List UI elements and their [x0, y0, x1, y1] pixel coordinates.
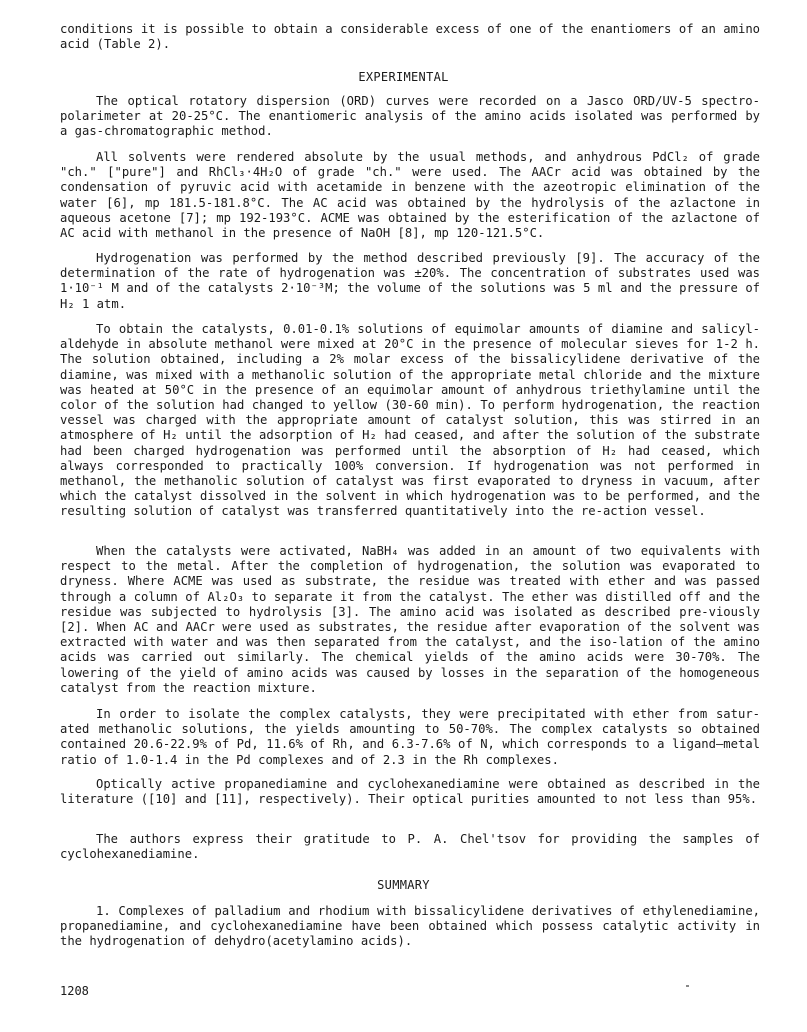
experimental-paragraph-1: The optical rotatory dispersion (ORD) curves were recorded on a Jasco ORD/UV-5 spectro-polarimeter at 20-25°C. The enantiomeric analysis of the amino acids isolated was performed by a gas-chromatographic method. — [60, 94, 760, 139]
continuation-text: conditions it is possible to obtain a considerable excess of one of the enantiomers of an amino acid (Table 2). — [60, 22, 760, 52]
experimental-paragraph-4: To obtain the catalysts, 0.01-0.1% solutions of equimolar amounts of diamine and salicyl-aldehyde in absolute methanol were mixed at 20°C in the presence of molecular sieves for 1-2 h. The solution obtained, including a 2% molar excess of the bissalicylidene derivative of the diamine, was mixed with a methanolic solution of the appropriate metal chloride and the mixture was heated at 50°C in the presence of an equimolar amount of anhydrous triethylamine until the color of the solution had changed to yellow (30-60 min). To perform hydrogenation, the reaction vessel was charged with the appropriate amount of catalyst solution, this was stirred in an atmosphere of H₂ until the adsorption of H₂ had ceased, and after the solution of the substrate had been charged hydrogenation was performed until the absorption of H₂ had ceased, which always corresponded to practically 100% conversion. If hydrogenation was not performed in methanol, the methanolic solution of catalyst was first evaporated to dryness in vacuum, after which the catalyst dissolved in the solvent in which hydrogenation was to be performed, and the resulting solution of catalyst was transferred quantitatively into the re-action vessel. — [60, 322, 760, 519]
summary-heading: SUMMARY — [377, 878, 430, 892]
experimental-paragraph-3: Hydrogenation was performed by the method described previously [9]. The accuracy of the determination of the rate of hydrogenation was ±20%. The concentration of substrates used was 1·10⁻¹ M and of the catalysts 2·10⁻³M; the volume of the solutions was 5 ml and the pressure of H₂ 1 atm. — [60, 251, 760, 311]
experimental-paragraph-2: All solvents were rendered absolute by the usual methods, and anhydrous PdCl₂ of grade "ch." ["pure"] and RhCl₃·4H₂O of grade "ch." were used. The AACr acid was obtained by the condensation of pyruvic acid with acetamide in benzene with the azeotropic elimination of the water [6], mp 181.5-181.8°C. The AC acid was obtained by the hydrolysis of the azlactone in aqueous acetone [7]; mp 192-193°C. ACME was obtained by the esterification of the azlactone of AC acid with methanol in the presence of NaOH [8], mp 120-121.5°C. — [60, 150, 760, 241]
scan-speck — [686, 985, 689, 987]
experimental-paragraph-5: When the catalysts were activated, NaBH₄ was added in an amount of two equivalents with respect to the metal. After the completion of hydrogenation, the solution was evaporated to dryness. Where ACME was used as substrate, the residue was treated with ether and was passed through a column of Al₂O₃ to separate it from the catalyst. The ether was distilled off and the residue was subjected to hydrolysis [3]. The amino acid was isolated as described pre-viously [2]. When AC and AACr were used as substrates, the residue after evaporation of the solvent was extracted with water and was then separated from the catalyst, and the iso-lation of the amino acids was carried out similarly. The chemical yields of the amino acids were 30-70%. The lowering of the yield of amino acids was caused by losses in the separation of the homogeneous catalyst from the reaction mixture. — [60, 544, 760, 695]
page-number: 1208 — [60, 984, 89, 998]
acknowledgment-paragraph: The authors express their gratitude to P. A. Chel'tsov for providing the samples of cyclohexanediamine. — [60, 832, 760, 862]
experimental-heading: EXPERIMENTAL — [358, 70, 449, 84]
experimental-paragraph-6: In order to isolate the complex catalysts, they were precipitated with ether from satur-ated methanolic solutions, the yields amounting to 50-70%. The complex catalysts so obtained contained 20.6-22.9% of Pd, 11.6% of Rh, and 6.3-7.6% of N, which corresponds to a ligand—metal ratio of 1.0-1.4 in the Pd complexes and of 2.3 in the Rh complexes. — [60, 707, 760, 767]
experimental-paragraph-7: Optically active propanediamine and cyclohexanediamine were obtained as described in the literature ([10] and [11], respectively). Their optical purities amounted to not less than 95%. — [60, 777, 760, 807]
summary-paragraph-1: 1. Complexes of palladium and rhodium with bissalicylidene derivatives of ethylenediamine, propanediamine, and cyclohexanediamine have been obtained which possess catalytic activity in the hydrogenation of dehydro(acetylamino acids). — [60, 904, 760, 949]
